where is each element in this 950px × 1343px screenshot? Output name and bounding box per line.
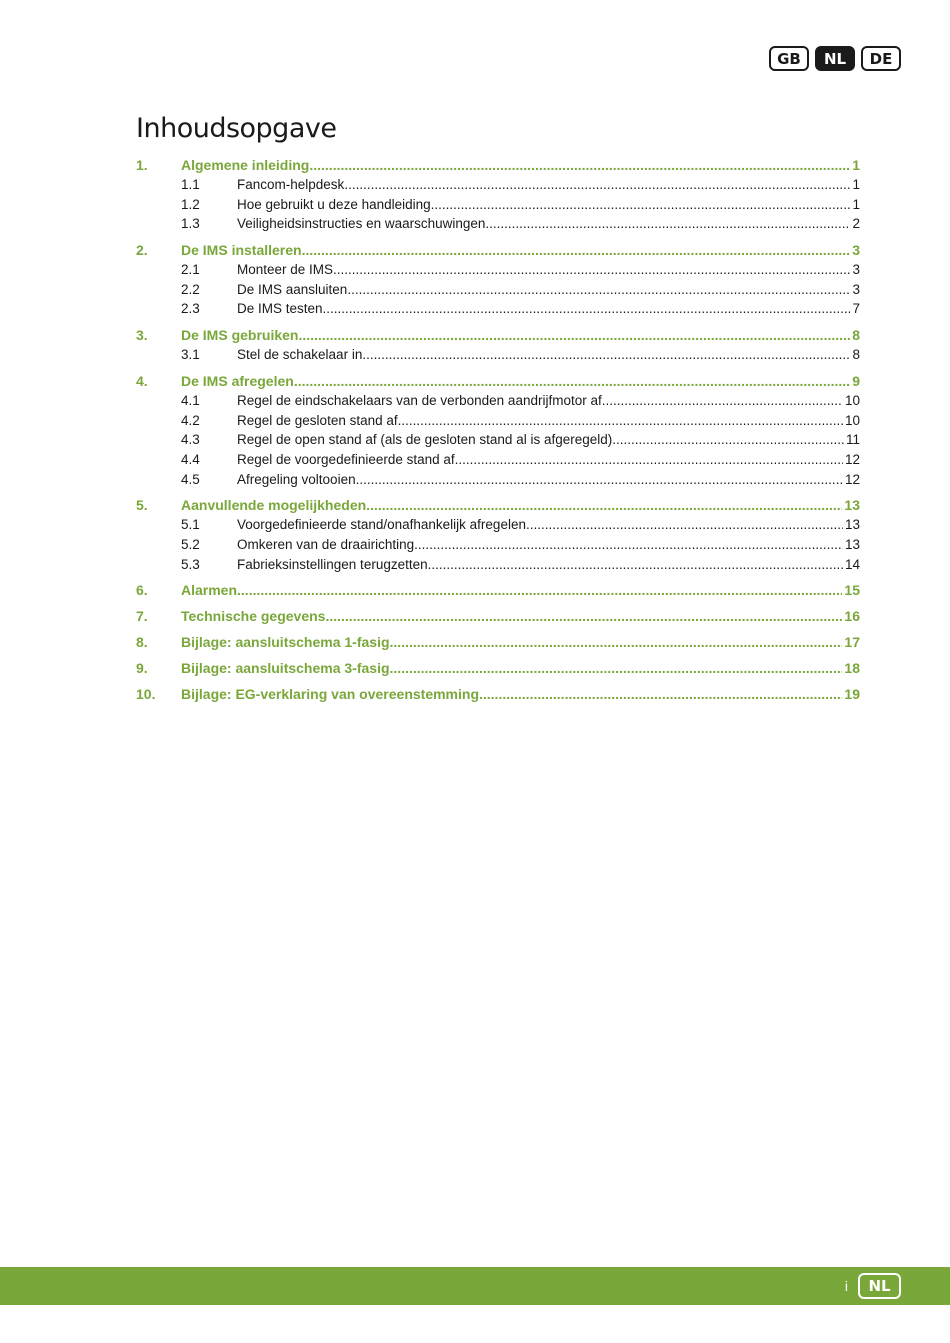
toc-entry-page: 8 [852, 347, 860, 363]
toc-entry-page: 3 [852, 262, 860, 278]
toc-leader-dots [390, 658, 843, 678]
table-of-contents [136, 155, 860, 704]
toc-entry-number: 2.3 [181, 301, 200, 317]
toc-entry-title: Alarmen [181, 582, 238, 599]
lang-button-gb[interactable]: GB [769, 46, 809, 71]
toc-subsection-entry[interactable] [136, 555, 860, 575]
toc-entry-title: De IMS gebruiken [181, 327, 299, 344]
toc-subsection-entry[interactable] [136, 299, 860, 319]
toc-leader-dots [237, 580, 842, 600]
toc-entry-title: Regel de eindschakelaars van de verbonden aandrijfmotor af [237, 392, 602, 408]
toc-section-entry[interactable] [136, 240, 860, 260]
toc-subsection-entry[interactable] [136, 515, 860, 535]
toc-entry-page: 15 [844, 582, 860, 599]
toc-entry-number: 4.3 [181, 432, 200, 448]
language-switch [769, 46, 901, 71]
toc-entry-number: 5. [136, 497, 148, 514]
lang-button-de[interactable]: DE [861, 46, 901, 71]
toc-entry-title: Aanvullende mogelijkheden [181, 497, 367, 514]
toc-leader-dots [479, 684, 842, 704]
toc-entry-number: 7. [136, 608, 148, 625]
toc-subsection-entry[interactable] [136, 280, 860, 300]
toc-entry-number: 8. [136, 634, 148, 651]
toc-entry-page: 3 [852, 242, 860, 259]
toc-entry-number: 2. [136, 242, 148, 259]
toc-entry-title: De IMS aansluiten [237, 281, 348, 297]
toc-entry-page: 10 [844, 412, 860, 428]
toc-subsection-entry[interactable] [136, 260, 860, 280]
toc-entry-number: 5.2 [181, 536, 200, 552]
toc-entry-number: 4. [136, 372, 148, 389]
toc-entry-title: Hoe gebruikt u deze handleiding [237, 196, 431, 212]
toc-leader-dots [362, 345, 850, 365]
footer-language-badge: NL [858, 1273, 901, 1299]
toc-entry-page: 16 [844, 608, 860, 625]
toc-subsection-entry[interactable] [136, 430, 860, 450]
toc-entry-page: 13 [844, 497, 860, 514]
toc-entry-page: 12 [844, 451, 860, 467]
footer-bar [0, 1267, 950, 1305]
toc-entry-page: 19 [844, 686, 860, 703]
toc-section-entry[interactable] [136, 580, 860, 600]
toc-entry-page: 12 [844, 471, 860, 487]
toc-entry-number: 3.1 [181, 347, 200, 363]
toc-leader-dots [302, 240, 851, 260]
toc-entry-number: 1. [136, 157, 148, 173]
page-title: Inhoudsopgave [136, 113, 337, 144]
lang-button-nl[interactable]: NL [815, 46, 855, 71]
toc-entry-page: 3 [852, 281, 860, 297]
toc-leader-dots [344, 175, 850, 195]
toc-entry-title: Regel de gesloten stand af [237, 412, 398, 428]
toc-entry-title: De IMS testen [237, 301, 323, 317]
toc-entry-title: Algemene inleiding [181, 157, 310, 173]
toc-entry-number: 4.4 [181, 451, 200, 467]
toc-entry-number: 1.2 [181, 196, 200, 212]
toc-entry-number: 10. [136, 686, 156, 703]
toc-entry-title: De IMS afregelen [181, 372, 294, 389]
toc-entry-page: 8 [852, 327, 860, 344]
toc-leader-dots [526, 515, 843, 535]
toc-subsection-entry[interactable] [136, 345, 860, 365]
toc-section-entry[interactable] [136, 658, 860, 678]
toc-subsection-entry[interactable] [136, 450, 860, 470]
toc-entry-number: 1.1 [181, 177, 200, 192]
toc-entry-title: Afregeling voltooien [237, 471, 356, 487]
toc-section-entry[interactable] [136, 632, 860, 652]
toc-subsection-entry[interactable] [136, 195, 860, 215]
toc-entry-page: 14 [844, 556, 860, 572]
toc-section-entry[interactable] [136, 325, 860, 345]
toc-entry-title: Stel de schakelaar in [237, 347, 363, 363]
toc-entry-page: 2 [852, 216, 860, 232]
toc-leader-dots [431, 195, 851, 215]
toc-entry-title: Veiligheidsinstructies en waarschuwingen [237, 216, 486, 232]
toc-subsection-entry[interactable] [136, 535, 860, 555]
toc-entry-page: 10 [844, 392, 860, 408]
toc-entry-number: 4.1 [181, 392, 200, 408]
toc-entry-title: Regel de open stand af (als de gesloten stand al is afgeregeld) [237, 432, 613, 448]
toc-entry-title: Fancom-helpdesk [237, 177, 345, 192]
toc-entry-number: 2.2 [181, 281, 200, 297]
toc-subsection-entry[interactable] [136, 214, 860, 234]
toc-entry-page: 17 [844, 634, 860, 651]
toc-entry-title: Regel de voorgedefinieerde stand af [237, 451, 455, 467]
toc-subsection-entry[interactable] [136, 411, 860, 431]
toc-entry-title: Bijlage: aansluitschema 3-fasig [181, 660, 390, 677]
toc-entry-page: 1 [852, 177, 860, 192]
toc-leader-dots [602, 391, 843, 411]
toc-entry-number: 5.1 [181, 517, 200, 533]
toc-subsection-entry[interactable] [136, 391, 860, 411]
toc-subsection-entry[interactable] [136, 470, 860, 490]
toc-leader-dots [455, 450, 843, 470]
toc-leader-dots [612, 430, 844, 450]
toc-entry-number: 3. [136, 327, 148, 344]
toc-section-entry[interactable] [136, 606, 860, 626]
toc-entry-page: 13 [844, 517, 860, 533]
toc-entry-title: Voorgedefinieerde stand/onafhankelijk afregelen [237, 517, 526, 533]
toc-entry-number: 1.3 [181, 216, 200, 232]
toc-leader-dots [333, 260, 850, 280]
toc-leader-dots [428, 555, 843, 575]
toc-leader-dots [323, 299, 851, 319]
toc-section-entry[interactable] [136, 495, 860, 515]
toc-leader-dots [356, 470, 843, 490]
toc-subsection-entry[interactable] [136, 175, 860, 195]
toc-entry-number: 9. [136, 660, 148, 677]
toc-entry-number: 6. [136, 582, 148, 599]
footer-page-number: i [844, 1278, 848, 1294]
toc-entry-title: De IMS installeren [181, 242, 302, 259]
toc-entry-page: 9 [852, 372, 860, 389]
toc-entry-number: 4.2 [181, 412, 200, 428]
toc-entry-page: 18 [844, 660, 860, 677]
toc-leader-dots [485, 214, 850, 234]
toc-entry-page: 7 [852, 301, 860, 317]
toc-entry-number: 2.1 [181, 262, 200, 278]
toc-entry-page: 1 [852, 157, 860, 173]
toc-entry-page: 1 [852, 196, 860, 212]
toc-entry-title: Bijlage: aansluitschema 1-fasig [181, 634, 390, 651]
toc-entry-title: Omkeren van de draairichting [237, 536, 415, 552]
toc-entry-title: Monteer de IMS [237, 262, 334, 278]
toc-leader-dots [325, 606, 842, 626]
toc-entry-page: 11 [845, 432, 860, 448]
toc-leader-dots [298, 325, 850, 345]
toc-section-entry[interactable] [136, 371, 860, 391]
toc-section-entry[interactable] [136, 684, 860, 704]
toc-entry-title: Technische gegevens [181, 608, 326, 625]
toc-entry-page: 13 [844, 536, 860, 552]
toc-entry-title: Bijlage: EG-verklaring van overeenstemming [181, 686, 479, 703]
toc-leader-dots [390, 632, 843, 652]
toc-entry-number: 4.5 [181, 471, 200, 487]
toc-leader-dots [294, 371, 850, 391]
toc-leader-dots [309, 155, 850, 175]
toc-leader-dots [414, 535, 843, 555]
toc-entry-number: 5.3 [181, 556, 200, 572]
toc-leader-dots [366, 495, 842, 515]
toc-entry-title: Fabrieksinstellingen terugzetten [237, 556, 428, 572]
toc-leader-dots [398, 411, 843, 431]
toc-section-entry[interactable] [136, 155, 860, 175]
toc-leader-dots [347, 280, 850, 300]
